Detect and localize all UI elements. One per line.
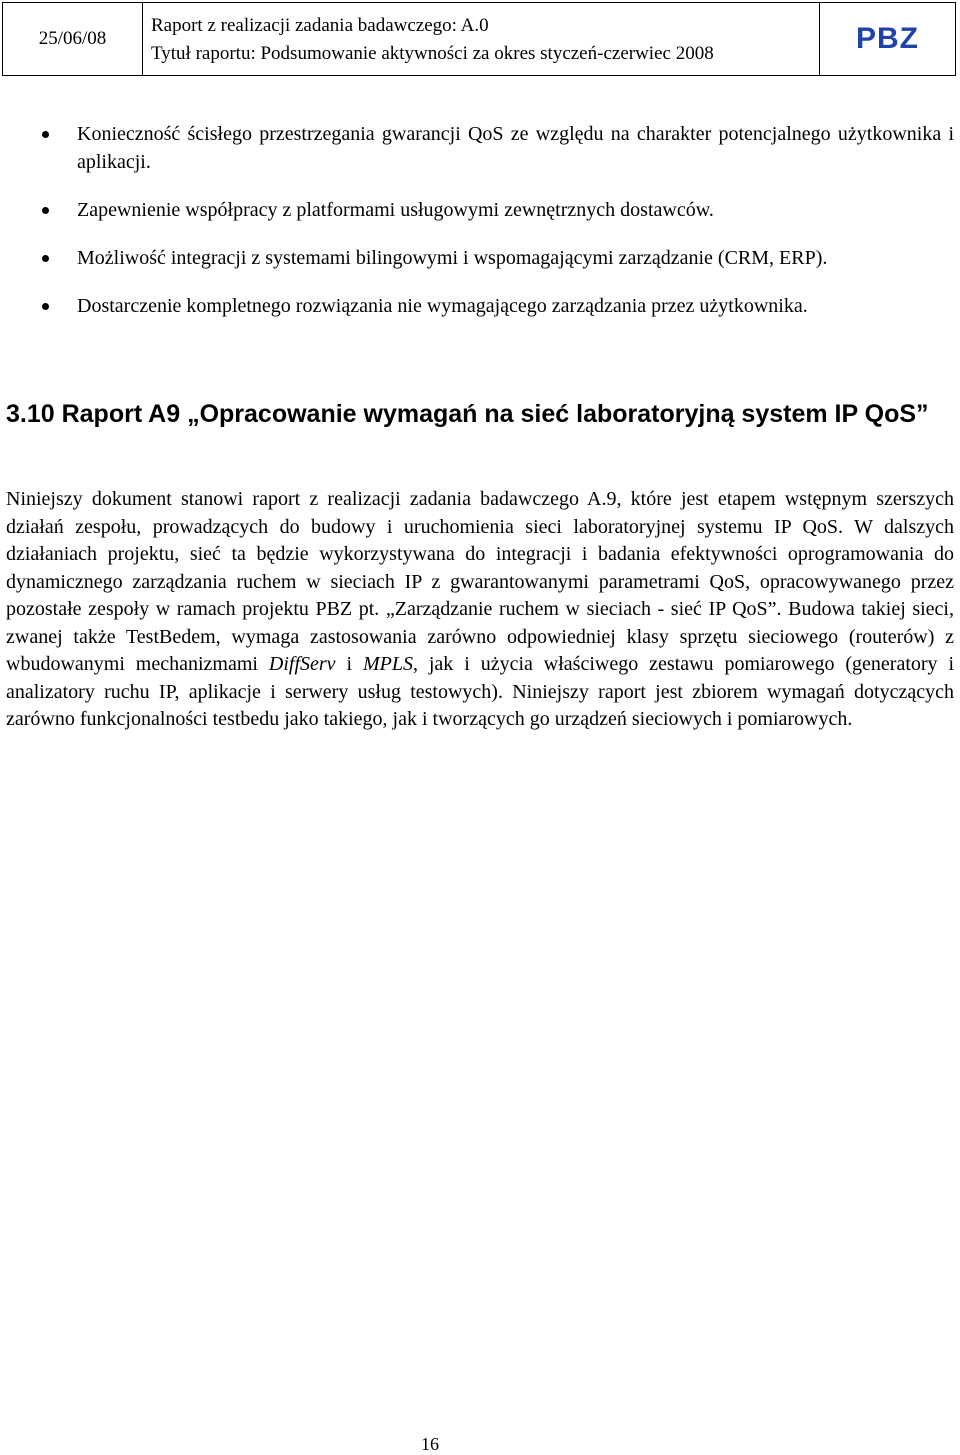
- paragraph-text: i: [335, 653, 363, 675]
- page-number: 16: [421, 1434, 439, 1454]
- header-titles: [143, 3, 820, 75]
- page-header: [2, 2, 956, 76]
- report-title: Raport z realizacji zadania badawczego: A.0: [151, 14, 489, 36]
- list-item: [0, 120, 960, 176]
- list-item: [0, 244, 960, 272]
- list-item: [0, 196, 960, 224]
- list-item-text: Możliwość integracji z systemami bilingowymi i wspomagającymi zarządzanie (CRM, ERP).: [77, 247, 828, 269]
- list-item-text: Zapewnienie współpracy z platformami usługowymi zewnętrznych dostawców.: [77, 199, 714, 221]
- term-diffserv: DiffServ: [268, 653, 336, 675]
- bullet-icon: [42, 303, 49, 310]
- paragraph-text: Niniejszy dokument stanowi raport z realizacji zadania badawczego A.9, które jest etapem wstępnym szerszych działań zespołu, prowadzących do budowy i uruchomienia sieci laboratoryjnej systemu IP QoS. W dalszych działaniach projektu, sieć ta będzie wykorzystywana do integracji i badania efektywności oprogramowania do dynamicznego zarządzania ruchem w sieciach IP z gwarantowanymi parametrami QoS, opracowywanego przez pozostałe zespoły w ramach projektu PBZ pt. „Zarządzanie ruchem w sieciach - sieć IP QoS”. Budowa takiej sieci, zwanej także TestBedem, wymaga zastosowania zarówno odpowiedniej klasy sprzętu sieciowego (routerów) z wbudowanymi mechanizmami: [6, 488, 954, 675]
- report-subtitle: Tytuł raportu: Podsumowanie aktywności za okres styczeń-czerwiec 2008: [151, 42, 714, 64]
- list-item-text: Dostarczenie kompletnego rozwiązania nie wymagającego zarządzania przez użytkownika.: [77, 295, 808, 317]
- section-heading: 3.10 Raport A9 „Opracowanie wymagań na sieć laboratoryjną system IP QoS”: [6, 400, 929, 428]
- header-date: 25/06/08: [3, 3, 143, 75]
- list-item: [0, 292, 960, 320]
- requirements-list: [0, 120, 960, 340]
- list-item-text: Konieczność ścisłego przestrzegania gwarancji QoS ze względu na charakter potencjalnego użytkownika i aplikacji.: [77, 123, 954, 173]
- section-paragraph: [6, 486, 954, 734]
- bullet-icon: [42, 255, 49, 262]
- paragraph-text: , jak i użycia właściwego zestawu pomiarowego (generatory i analizatory ruchu IP, aplikacje i serwery usług testowych). Niniejszy raport jest zbiorem wymagań dotyczących zarówno funkcjonalności testbedu jako takiego, jak i tworzących go urządzeń sieciowych i pomiarowych.: [6, 653, 955, 730]
- bullet-icon: [42, 131, 49, 138]
- bullet-icon: [42, 207, 49, 214]
- term-mpls: MPLS: [362, 653, 413, 675]
- pbz-logo: PBZ: [856, 22, 919, 55]
